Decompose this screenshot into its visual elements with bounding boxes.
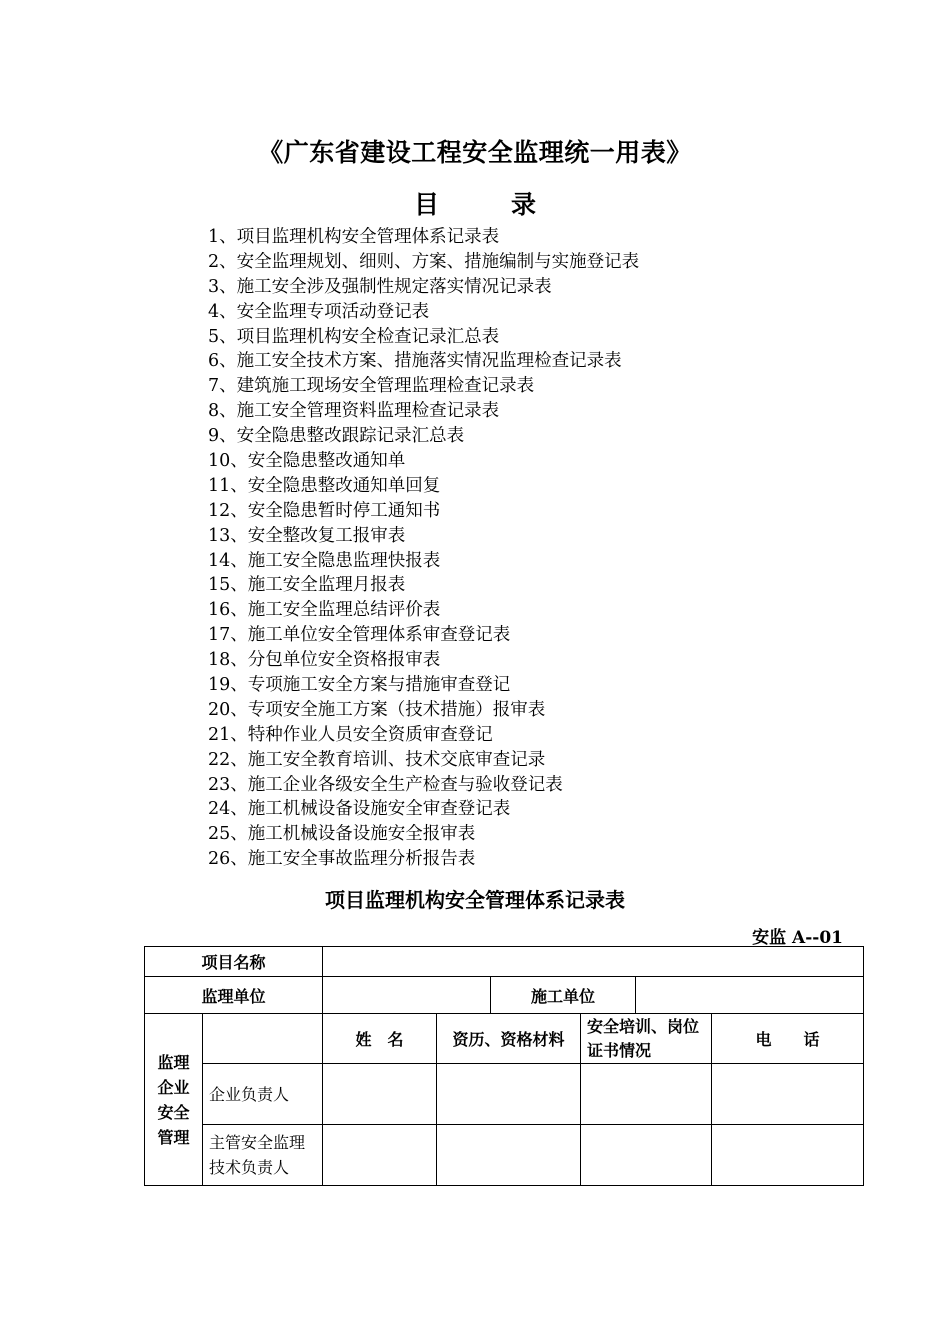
cell-qualification[interactable] [437,1064,581,1125]
project-name-label: 项目名称 [145,947,323,977]
cell-training[interactable] [581,1125,712,1186]
row-role-safety-technical-head: 主管安全监理技术负责人 [203,1125,323,1186]
form-code: 安监 A--01 [752,928,843,948]
supervision-unit-label: 监理单位 [145,977,323,1014]
toc-item: 16、施工安全监理总结评价表 [208,600,441,621]
supervision-unit-field[interactable] [323,977,491,1014]
toc-item: 9、安全隐患整改跟踪记录汇总表 [208,426,465,447]
toc-item: 14、施工安全隐患监理快报表 [208,550,441,571]
toc-item: 15、施工安全监理月报表 [208,575,406,596]
toc-item: 22、施工安全教育培训、技术交底审查记录 [208,749,546,770]
toc-item: 17、施工单位安全管理体系审查登记表 [208,625,511,646]
cell-phone[interactable] [712,1064,864,1125]
toc-item: 19、专项施工安全方案与措施审查登记 [208,675,511,696]
toc-heading [0,185,950,221]
form-title: 项目监理机构安全管理体系记录表 [325,888,625,912]
toc-item: 12、安全隐患暂时停工通知书 [208,500,441,521]
toc-item: 10、安全隐患整改通知单 [208,451,406,472]
cell-name[interactable] [323,1064,437,1125]
toc-item: 8、施工安全管理资料监理检查记录表 [208,401,500,422]
toc-item: 3、施工安全涉及强制性规定落实情况记录表 [208,276,552,297]
cell-qualification[interactable] [437,1125,581,1186]
row-role-enterprise-head: 企业负责人 [203,1064,323,1125]
cell-name[interactable] [323,1125,437,1186]
toc-item: 13、安全整改复工报审表 [208,525,406,546]
toc-item: 21、特种作业人员安全资质审查登记 [208,724,493,745]
cell-phone[interactable] [712,1125,864,1186]
toc-heading-char-2: 录 [511,190,537,219]
toc-item: 26、施工安全事故监理分析报告表 [208,849,476,870]
toc-item: 7、建筑施工现场安全管理监理检查记录表 [208,376,535,397]
toc-item: 18、分包单位安全资格报审表 [208,650,441,671]
toc-item: 24、施工机械设备设施安全审查登记表 [208,799,511,820]
construction-unit-label: 施工单位 [491,977,636,1014]
supervision-safety-group-label: 监理 企业 安全 管理 [145,1014,203,1186]
toc-item: 1、项目监理机构安全管理体系记录表 [208,227,500,247]
toc-item: 11、安全隐患整改通知单回复 [208,475,441,496]
cell-training[interactable] [581,1064,712,1125]
header-blank-cell [203,1014,323,1064]
toc-item: 25、施工机械设备设施安全报审表 [208,824,476,845]
toc-item: 20、专项安全施工方案（技术措施）报审表 [208,699,546,720]
toc-item: 4、安全监理专项活动登记表 [208,301,430,322]
column-header-name: 姓 名 [323,1014,437,1064]
column-header-phone: 电 话 [712,1014,864,1064]
table-of-contents [208,225,639,872]
toc-heading-char-1: 目 [413,190,439,219]
toc-item: 23、施工企业各级安全生产检查与验收登记表 [208,774,563,795]
construction-unit-field[interactable] [636,977,864,1014]
toc-item: 5、项目监理机构安全检查记录汇总表 [208,326,500,347]
record-form-table [144,946,864,1186]
document-title: 《广东省建设工程安全监理统一用表》 [258,138,692,167]
column-header-qualification: 资历、资格材料 [437,1014,581,1064]
toc-item: 6、施工安全技术方案、措施落实情况监理检查记录表 [208,351,622,372]
toc-item: 2、安全监理规划、细则、方案、措施编制与实施登记表 [208,251,640,272]
column-header-training: 安全培训、岗位证书情况 [581,1014,712,1064]
project-name-field[interactable] [323,947,864,977]
